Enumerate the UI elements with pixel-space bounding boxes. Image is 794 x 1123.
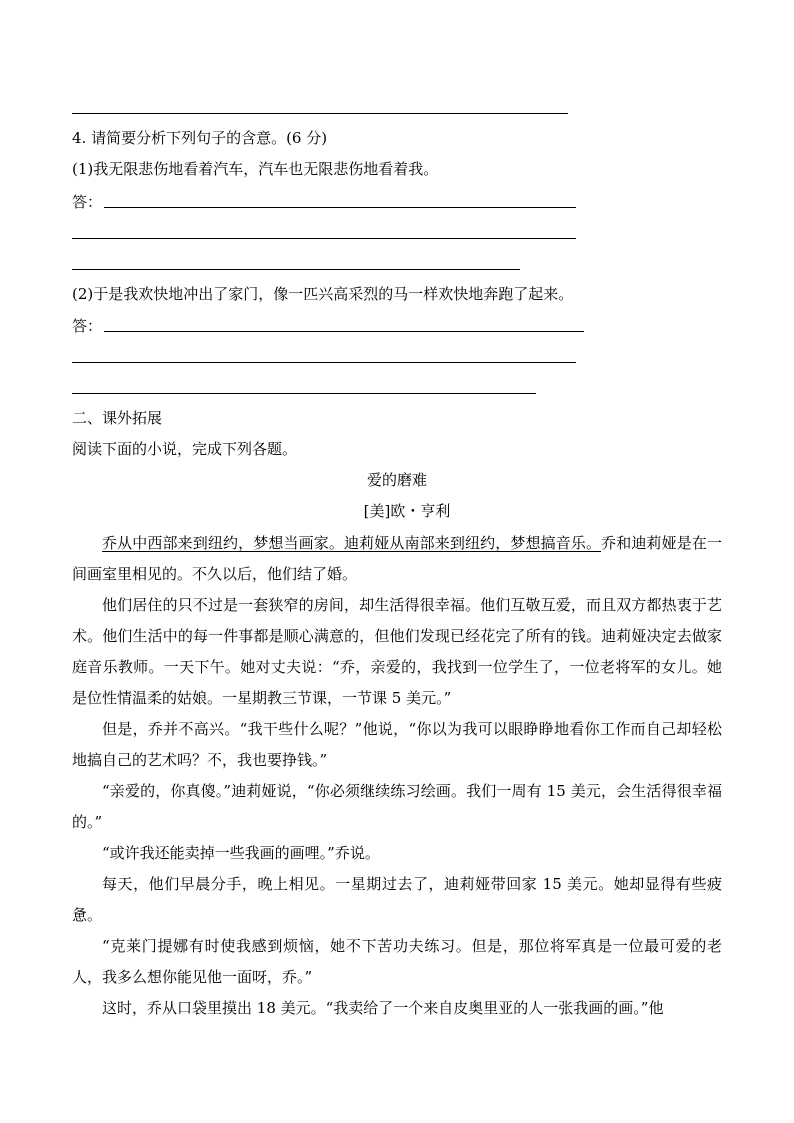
answer-label-1: 答： bbox=[72, 193, 103, 211]
question-4-title: 4. 请简要分析下列句子的含意。(6 分) bbox=[72, 129, 328, 147]
story-paragraph: “亲爱的，你真傻。”迪莉娅说，“你必须继续练习绘画。我们一周有 15 美元，会生活得很幸福的。” bbox=[72, 782, 722, 831]
answer-line bbox=[72, 113, 568, 114]
answer-line bbox=[72, 238, 576, 239]
answer-line bbox=[104, 331, 584, 332]
question-4-2: (2)于是我欢快地冲出了家门，像一匹兴高采烈的马一样欢快地奔跑了起来。 bbox=[72, 285, 574, 303]
section-heading: 二、课外拓展 bbox=[72, 409, 163, 427]
story-paragraph: “或许我还能卖掉一些我画的画哩。”乔说。 bbox=[102, 844, 380, 862]
question-4-1: (1)我无限悲伤地看着汽车，汽车也无限悲伤地看着我。 bbox=[72, 160, 439, 178]
story-paragraph: 这时，乔从口袋里摸出 18 美元。“我卖给了一个来自皮奥里亚的人一张我画的画。”他 bbox=[102, 999, 664, 1017]
answer-line bbox=[72, 362, 576, 363]
story-title: 爱的磨难 bbox=[366, 471, 427, 489]
underlined-sentence: 乔从中西部来到纽约，梦想当画家。迪莉娅从南部来到纽约，梦想搞音乐。 bbox=[102, 534, 602, 552]
story-paragraph: 他们居住的只不过是一套狭窄的房间，却生活得很幸福。他们互敬互爱，而且双方都热衷于艺术。他们生活中的每一件事都是顺心满意的，但他们发现已经花完了所有的钱。迪莉娅决定去做家庭音乐教师。一天下午。她对丈夫说：“乔，亲爱的，我找到一位学生了，一位老将军的女儿。她是位性情温柔的姑娘。一星期教三节课，一节课 5 美元。” bbox=[72, 596, 722, 707]
story-author: [美]欧・亨利 bbox=[363, 502, 451, 520]
story-paragraph: 但是，乔并不高兴。“我干些什么呢？”他说，“你以为我可以眼睁睁地看你工作而自己却轻松地搞自己的艺术吗？不，我也要挣钱。” bbox=[72, 720, 722, 769]
answer-line bbox=[72, 269, 520, 270]
answer-line bbox=[72, 393, 536, 394]
story-paragraph: “克莱门提娜有时使我感到烦恼，她不下苦功夫练习。但是，那位将军真是一位最可爱的老人，我多么想你能见他一面呀，乔。” bbox=[72, 937, 722, 986]
story-paragraph bbox=[72, 528, 722, 590]
answer-label-2: 答： bbox=[72, 317, 103, 335]
section-instruction: 阅读下面的小说，完成下列各题。 bbox=[72, 440, 298, 458]
answer-line bbox=[104, 207, 576, 208]
story-paragraph: 每天，他们早晨分手，晚上相见。一星期过去了，迪莉娅带回家 15 美元。她却显得有些疲惫。 bbox=[72, 875, 722, 924]
story-body bbox=[72, 528, 722, 1024]
paragraph-text: 乔和迪莉娅是在一间画室里相见的。不久以后，他们结了婚。 bbox=[72, 534, 722, 583]
